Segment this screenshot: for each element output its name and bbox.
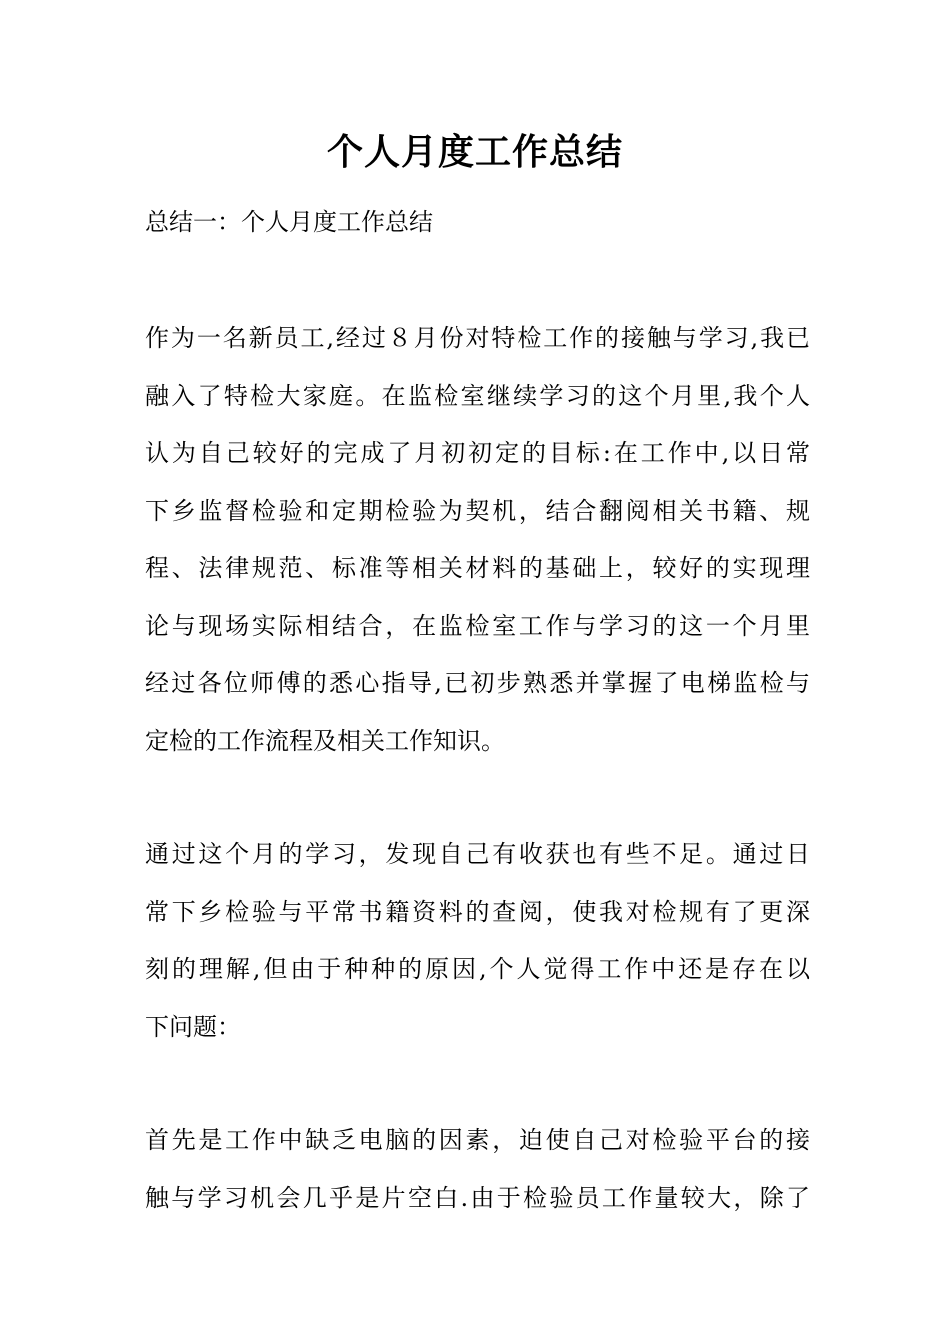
paragraph-line: 首先是工作中缺乏电脑的因素，迫使自己对检验平台的接 xyxy=(145,1126,810,1154)
paragraph-line: 触与学习机会几乎是片空白.由于检验员工作量较大，除了 xyxy=(145,1183,810,1212)
paragraph-3 xyxy=(145,1112,810,1227)
paragraph-line: 常下乡检验与平常书籍资料的查阅，使我对检规有了更深 xyxy=(145,897,810,926)
paragraph-line: 刻的理解,但由于种种的原因,个人觉得工作中还是存在以 xyxy=(145,955,810,983)
paragraph-line: 定检的工作流程及相关工作知识。 xyxy=(145,726,505,755)
paragraph-line: 程、法律规范、标准等相关材料的基础上，较好的实现理 xyxy=(145,554,810,582)
paragraph-line: 经过各位师傅的悉心指导,已初步熟悉并掌握了电梯监检与 xyxy=(145,669,810,697)
paragraph-line: 下乡监督检验和定期检验为契机，结合翻阅相关书籍、规 xyxy=(145,496,810,525)
paragraph-line: 通过这个月的学习，发现自己有收获也有些不足。通过日 xyxy=(145,840,810,868)
paragraph-1 xyxy=(145,310,810,770)
document-subtitle: 总结一：个人月度工作总结 xyxy=(145,208,433,236)
paragraph-line: 融入了特检大家庭。在监检室继续学习的这个月里,我个人 xyxy=(145,381,810,410)
document-title: 个人月度工作总结 xyxy=(326,131,623,173)
paragraph-2 xyxy=(145,826,810,1056)
paragraph-line: 下问题： xyxy=(145,1012,241,1041)
paragraph-line: 作为一名新员工,经过８月份对特检工作的接触与学习,我已 xyxy=(145,324,810,352)
paragraph-line: 认为自己较好的完成了月初初定的目标:在工作中,以日常 xyxy=(145,439,810,467)
paragraph-line: 论与现场实际相结合，在监检室工作与学习的这一个月里 xyxy=(145,611,810,640)
